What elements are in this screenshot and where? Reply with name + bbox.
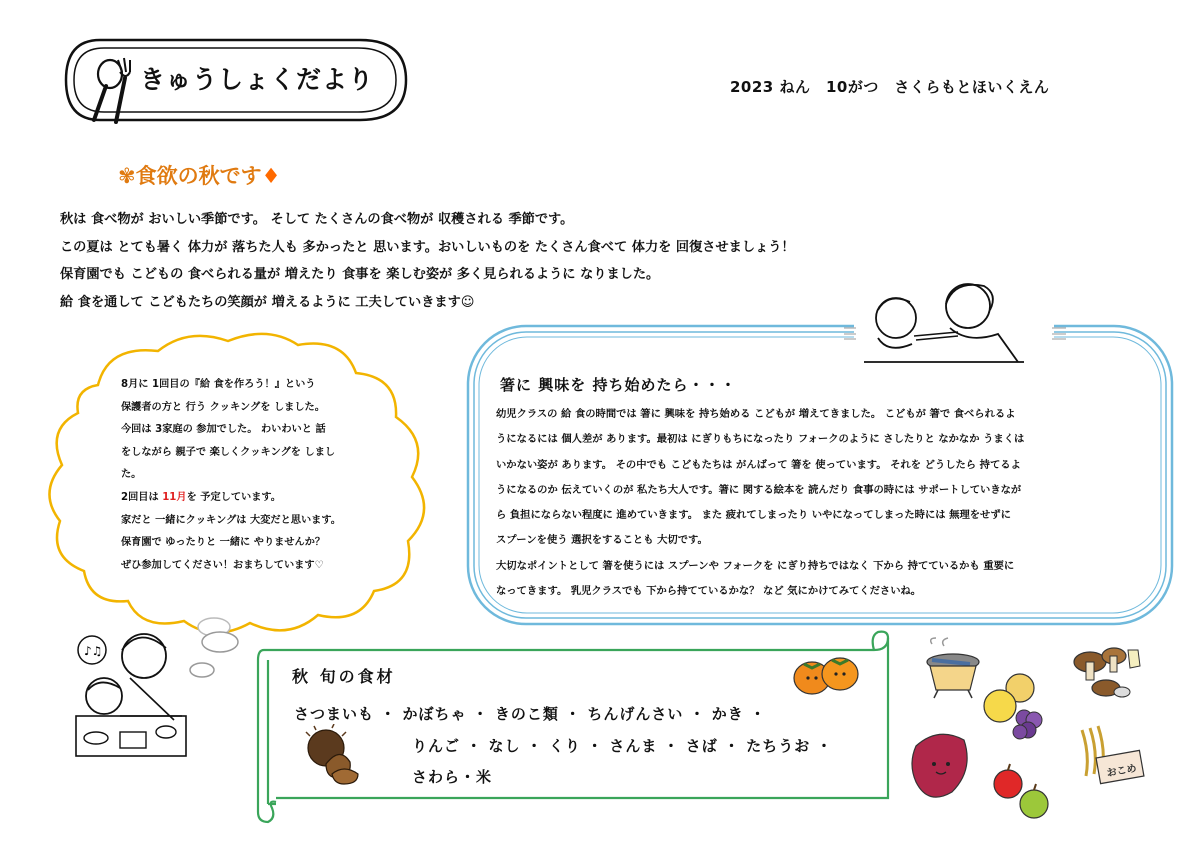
chopsticks-line: うになるには 個人差が あります。最初は にぎりもちになったり フォークのように さしたりと なかなか うまくは <box>496 433 1025 446</box>
seasonal-foods-line: さつまいも ・ かぼちゃ ・ きのこ類 ・ ちんげんさい ・ かき ・ <box>294 705 767 723</box>
intro-line: この夏は とても暑く 体力が 落ちた人も 多かったと 思います。おいしいものを たくさん食べて 体力を 回復させましょう！ <box>60 239 795 255</box>
intro-line: 給 食を通して こどもたちの笑顔が 増えるように 工夫していきます☺ <box>60 294 475 310</box>
chopsticks-line: スプーンを使う 選択をすることも 大切です。 <box>496 534 708 547</box>
cloud-line: ぜひ参加してください！おまちしています♡ <box>121 559 324 571</box>
cloud-line-next-event: 2回目は 11月を 予定しています。 <box>121 491 281 503</box>
cooking-kids-illustration <box>70 620 190 760</box>
cloud-line: た。 <box>121 469 142 481</box>
flower-icon: ✾ <box>118 164 136 188</box>
seasonal-foods-line: さわら・米 <box>412 768 493 786</box>
cloud-line: 保護者の方と 行う クッキングを しました。 <box>121 401 325 413</box>
apple-icon <box>988 760 1058 822</box>
persimmon-icon <box>790 652 862 698</box>
cloud-line: 今回は 3家庭の 参加でした。 わいわいと 話 <box>121 424 326 436</box>
cloud-line: をしながら 親子で 楽しくクッキングを しまし <box>121 446 336 458</box>
newsletter-title: きゅうしょくだより <box>140 65 375 94</box>
grill-icon <box>918 636 988 702</box>
intro-line: 秋は 食べ物が おいしい季節です。 そして たくさんの食べ物が 収穫される 季節です。 <box>60 212 574 227</box>
sweet-potato-icon <box>908 730 976 802</box>
intro-heading-text: 食欲の秋です <box>135 164 262 188</box>
svg-text:♪♫: ♪♫ <box>84 644 103 658</box>
seasonal-foods-line: りんご ・ なし ・ くり ・ さんま ・ さば ・ たちうお ・ <box>412 737 833 755</box>
cloud-line: 家だと 一緒にクッキングは 大変だと思います。 <box>121 514 341 526</box>
chopsticks-heading: 箸に 興味を 持ち始めたら・・・ <box>500 376 737 394</box>
intro-paragraph <box>60 206 920 316</box>
intro-heading <box>118 160 280 190</box>
issue-date-school: 2023 ねん 10がつ さくらもとほいくえん <box>730 78 1050 96</box>
chopsticks-line: なってきます。 乳児クラスでも 下から持てているかな？ など 気にかけてみてくださいね。 <box>496 585 922 598</box>
chopsticks-line: いかない姿が あります。 その中でも こどもたちは がんばって 箸を 使っています。 それを どうしたら 持てるよ <box>496 458 1021 471</box>
chopsticks-line: 幼児クラスの 給 食の時間では 箸に 興味を 持ち始める こどもが 増えてきました。 こどもが 箸で 食べられるよ <box>496 408 1016 420</box>
chopsticks-paragraph <box>496 402 1140 604</box>
cloud-line: 保育園で ゆったりと 一緒に やりませんか？ <box>121 537 326 549</box>
cooking-event-text <box>121 374 373 577</box>
fruits-icon <box>980 672 1054 748</box>
chestnut-icon <box>302 724 364 786</box>
rice-bag-label: おこめ <box>1106 763 1138 780</box>
chopsticks-line: 大切なポイントとして 箸を使うには スプーンや フォークを にぎり持ちではなく 下から 持てているかも 重要に <box>496 559 1015 572</box>
seasonal-title: 秋 旬の食材 <box>292 667 396 686</box>
rice-bag-icon <box>1076 724 1148 788</box>
mushroom-icon <box>1070 642 1146 704</box>
parent-child-chopsticks-illustration <box>858 278 1028 370</box>
chopsticks-line: うになるのか 伝えていくのが 私たち大人です。箸に 関する絵本を 読んだり 食事の時には サポートしていきなが <box>496 483 1022 496</box>
flame-icon: ♦ <box>261 164 281 188</box>
next-event-month: 11月 <box>162 491 187 503</box>
intro-line: 保育園でも こどもの 食べられる量が 増えたり 食事を 楽しむ姿が 多く見られるように なりました。 <box>60 267 660 282</box>
chopsticks-line: ら 負担にならない程度に 進めていきます。 また 疲れてしまったり いやになってしまった時には 無理をせずに <box>496 509 1011 522</box>
cloud-line: 8月に 1回目の『給 食を作ろう！』という <box>121 379 316 390</box>
